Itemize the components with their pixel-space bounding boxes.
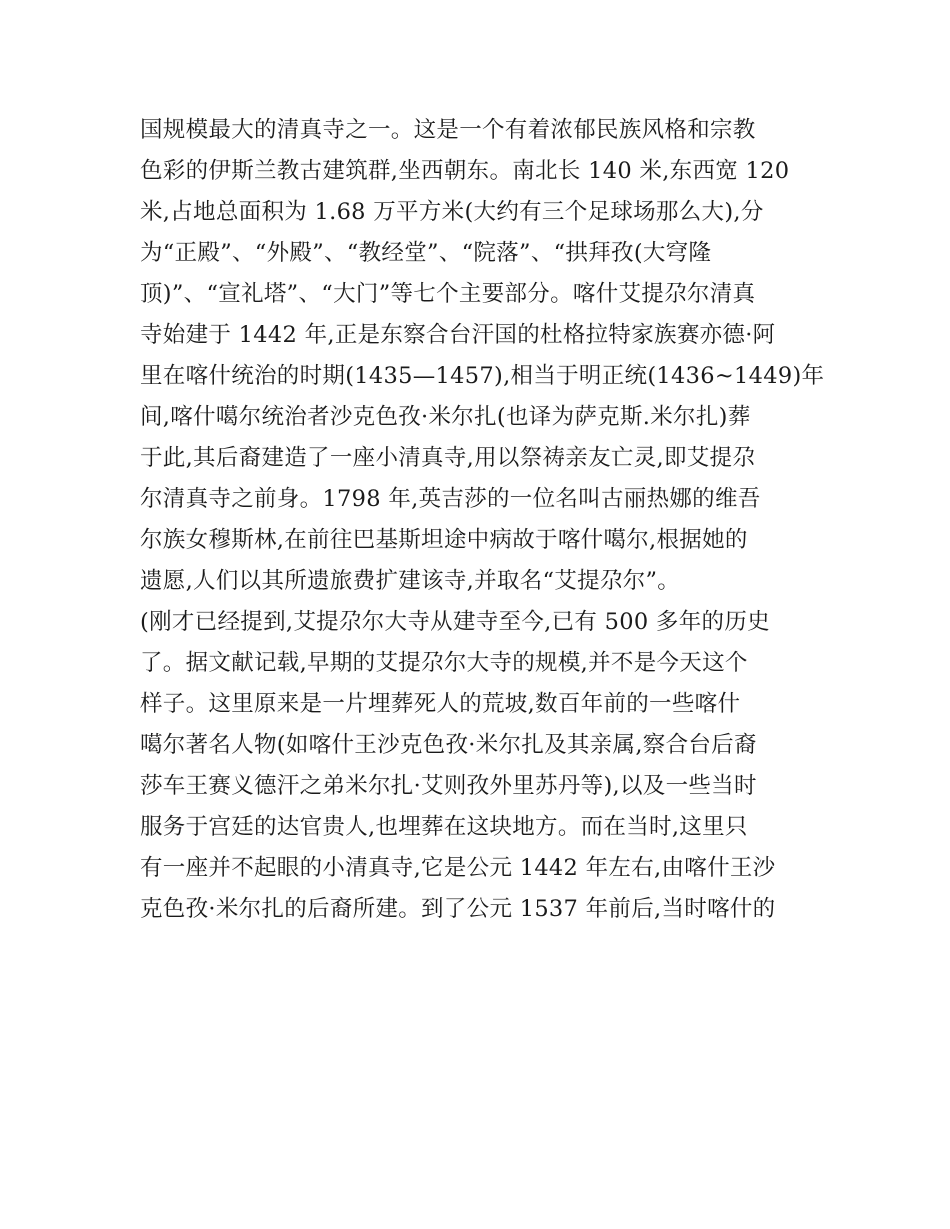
text-line: 为“正殿”、“外殿”、“教经堂”、“院落”、“拱拜孜(大穹隆 <box>140 240 712 266</box>
text-line: 尔族女穆斯林,在前往巴基斯坦途中病故于喀什噶尔,根据她的 <box>140 527 748 553</box>
text-line: 色彩的伊斯兰教古建筑群,坐西朝东。南北长 140 米,东西宽 120 <box>140 158 790 184</box>
text-line: 米,占地总面积为 1.68 万平方米(大约有三个足球场那么大),分 <box>140 199 764 225</box>
text-line: 噶尔著名人物(如喀什王沙克色孜·米尔扎及其亲属,察合台后裔 <box>140 732 757 758</box>
text-line: 寺始建于 1442 年,正是东察合台汗国的杜格拉特家族赛亦德·阿 <box>140 322 776 348</box>
text-line: 顶)”、“宣礼塔”、“大门”等七个主要部分。喀什艾提尕尔清真 <box>140 281 756 307</box>
text-line: 里在喀什统治的时期(1435—1457),相当于明正统(1436~1449)年 <box>140 363 825 389</box>
text-line: 国规模最大的清真寺之一。这是一个有着浓郁民族风格和宗教 <box>140 117 756 143</box>
body-text <box>140 110 830 930</box>
text-line: 克色孜·米尔扎的后裔所建。到了公元 1537 年前后,当时喀什的 <box>140 896 776 922</box>
text-line: 莎车王赛义德汗之弟米尔扎·艾则孜外里苏丹等),以及一些当时 <box>140 773 757 799</box>
text-line: (刚才已经提到,艾提尕尔大寺从建寺至今,已有 500 多年的历史 <box>140 609 770 635</box>
text-line: 样子。这里原来是一片埋葬死人的荒坡,数百年前的一些喀什 <box>140 691 741 717</box>
text-line: 服务于宫廷的达官贵人,也埋葬在这块地方。而在当时,这里只 <box>140 814 748 840</box>
text-line: 尔清真寺之前身。1798 年,英吉莎的一位名叫古丽热娜的维吾 <box>140 486 761 512</box>
text-line: 于此,其后裔建造了一座小清真寺,用以祭祷亲友亡灵,即艾提尕 <box>140 445 756 471</box>
text-line: 了。据文献记载,早期的艾提尕尔大寺的规模,并不是今天这个 <box>140 650 748 676</box>
text-line: 间,喀什噶尔统治者沙克色孜·米尔扎(也译为萨克斯.米尔扎)葬 <box>140 404 751 430</box>
text-line: 有一座并不起眼的小清真寺,它是公元 1442 年左右,由喀什王沙 <box>140 855 776 881</box>
text-line: 遗愿,人们以其所遗旅费扩建该寺,并取名“艾提尕尔”。 <box>140 568 681 594</box>
